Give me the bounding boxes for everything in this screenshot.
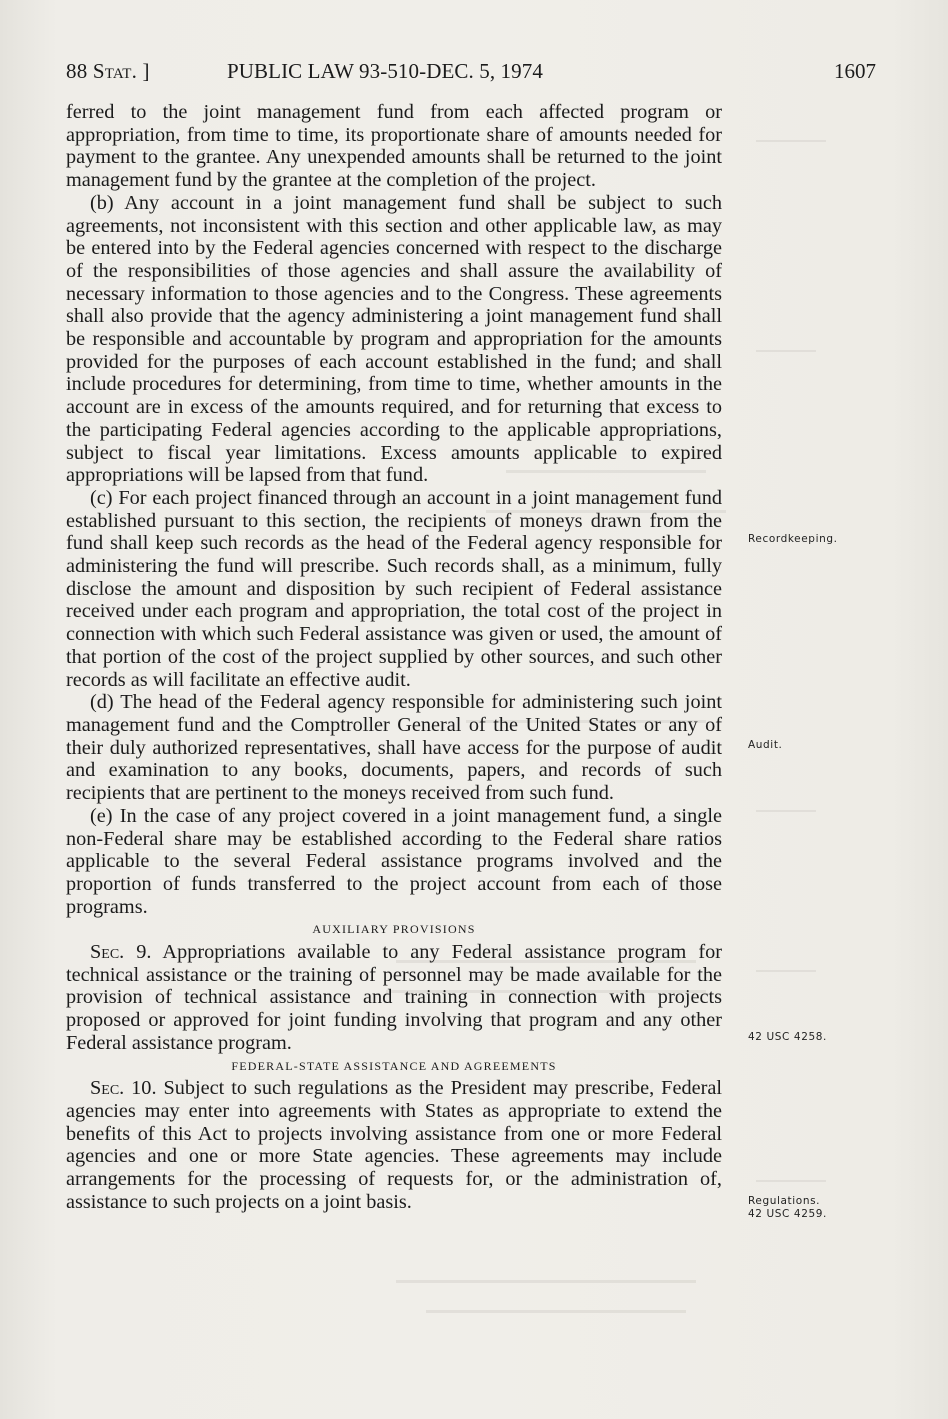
section-10-label: Sec. 10. [90, 1077, 157, 1100]
statute-reference: 88 Stat. ] [66, 59, 150, 83]
page-title: PUBLIC LAW 93-510-DEC. 5, 1974 [227, 59, 543, 83]
section-9 [66, 941, 722, 1055]
section-9-text: Appropriations available to any Federal assistance program for technical assistance or the training of personnel may be made available for the provision of technical assistance and training in connection with projects proposed or approved for joint funding involving that program and any other Federal assistance program. [66, 941, 722, 1054]
paragraph-d: (d) The head of the Federal agency responsible for administering such joint management fund and the Comptroller General of the United States or any of their duly authorized representatives, shall have access for the purpose of audit and examination to any books, documents, papers, and records of such recipients that are pertinent to the moneys received from such fund. [66, 691, 722, 805]
margin-note-sec10-citation: 42 USC 4259. [748, 1208, 827, 1220]
margin-note-audit: Audit. [748, 739, 783, 751]
section-10 [66, 1077, 722, 1213]
paragraph-continuation: ferred to the joint management fund from each affected program or appropriation, from time to time, its proportionate share of amounts needed for payment to the grantee. Any unexpended amounts shall be returned to the joint management fund by the grantee at the completion of the project. [66, 101, 722, 192]
main-text [66, 101, 722, 1213]
margin-note-regulations: Regulations. [748, 1195, 821, 1207]
running-header [66, 58, 876, 88]
paragraph-e: (e) In the case of any project covered in a joint management fund, a single non-Federal share may be established according to the Federal share ratios applicable to the several Federal assistance programs involved and the proportion of funds transferred to the project account from each of those programs. [66, 804, 722, 918]
margin-note-recordkeeping: Recordkeeping. [748, 533, 838, 545]
paragraph-b: (b) Any account in a joint management fund shall be subject to such agreements, not inconsistent with this section and other applicable law, as may be entered into by the Federal agencies concerned with respect to the discharge of the responsibilities of those agencies and shall assure the availability of necessary information to those agencies and to the Congress. These agreements shall also provide that the agency administering a joint management fund shall be responsible and accountable by program and appropriation for the amounts provided for the purposes of each account established in the fund; and shall include procedures for determining, from time to time, whether amounts in the account are in excess of the amounts required, and for returning that excess to the participating Federal agencies according to the applicable appropriations, subject to fiscal year limitations. Excess amounts applicable to expired appropriations will be lapsed from that fund. [66, 191, 722, 487]
page-number: 1607 [834, 59, 876, 83]
heading-auxiliary-provisions: AUXILIARY PROVISIONS [312, 922, 476, 937]
section-9-label: Sec. 9. [90, 941, 152, 964]
heading-federal-state: FEDERAL-STATE ASSISTANCE AND AGREEMENTS [231, 1058, 557, 1073]
section-10-text: Subject to such regulations as the President may prescribe, Federal agencies may enter into agreements with States as appropriate to extend the benefits of this Act to projects involving assistance from one or more Federal agencies and one or more State agencies. These agreements may include arrangements for the processing of requests for, or the administration of, assistance to such projects on a joint basis. [66, 1077, 722, 1213]
margin-note-sec9-citation: 42 USC 4258. [748, 1031, 827, 1043]
paragraph-c: (c) For each project financed through an account in a joint management fund established pursuant to this section, the recipients of moneys drawn from the fund shall keep such records as the head of the Federal agency responsible for administering the fund will prescribe. Such records shall, as a minimum, fully disclose the amount and disposition by such recipient of Federal assistance received under each program and appropriation, the total cost of the project in connection with which such Federal assistance was given or used, the amount of that portion of the cost of the project supplied by other sources, and such other records as will facilitate an effective audit. [66, 486, 722, 691]
